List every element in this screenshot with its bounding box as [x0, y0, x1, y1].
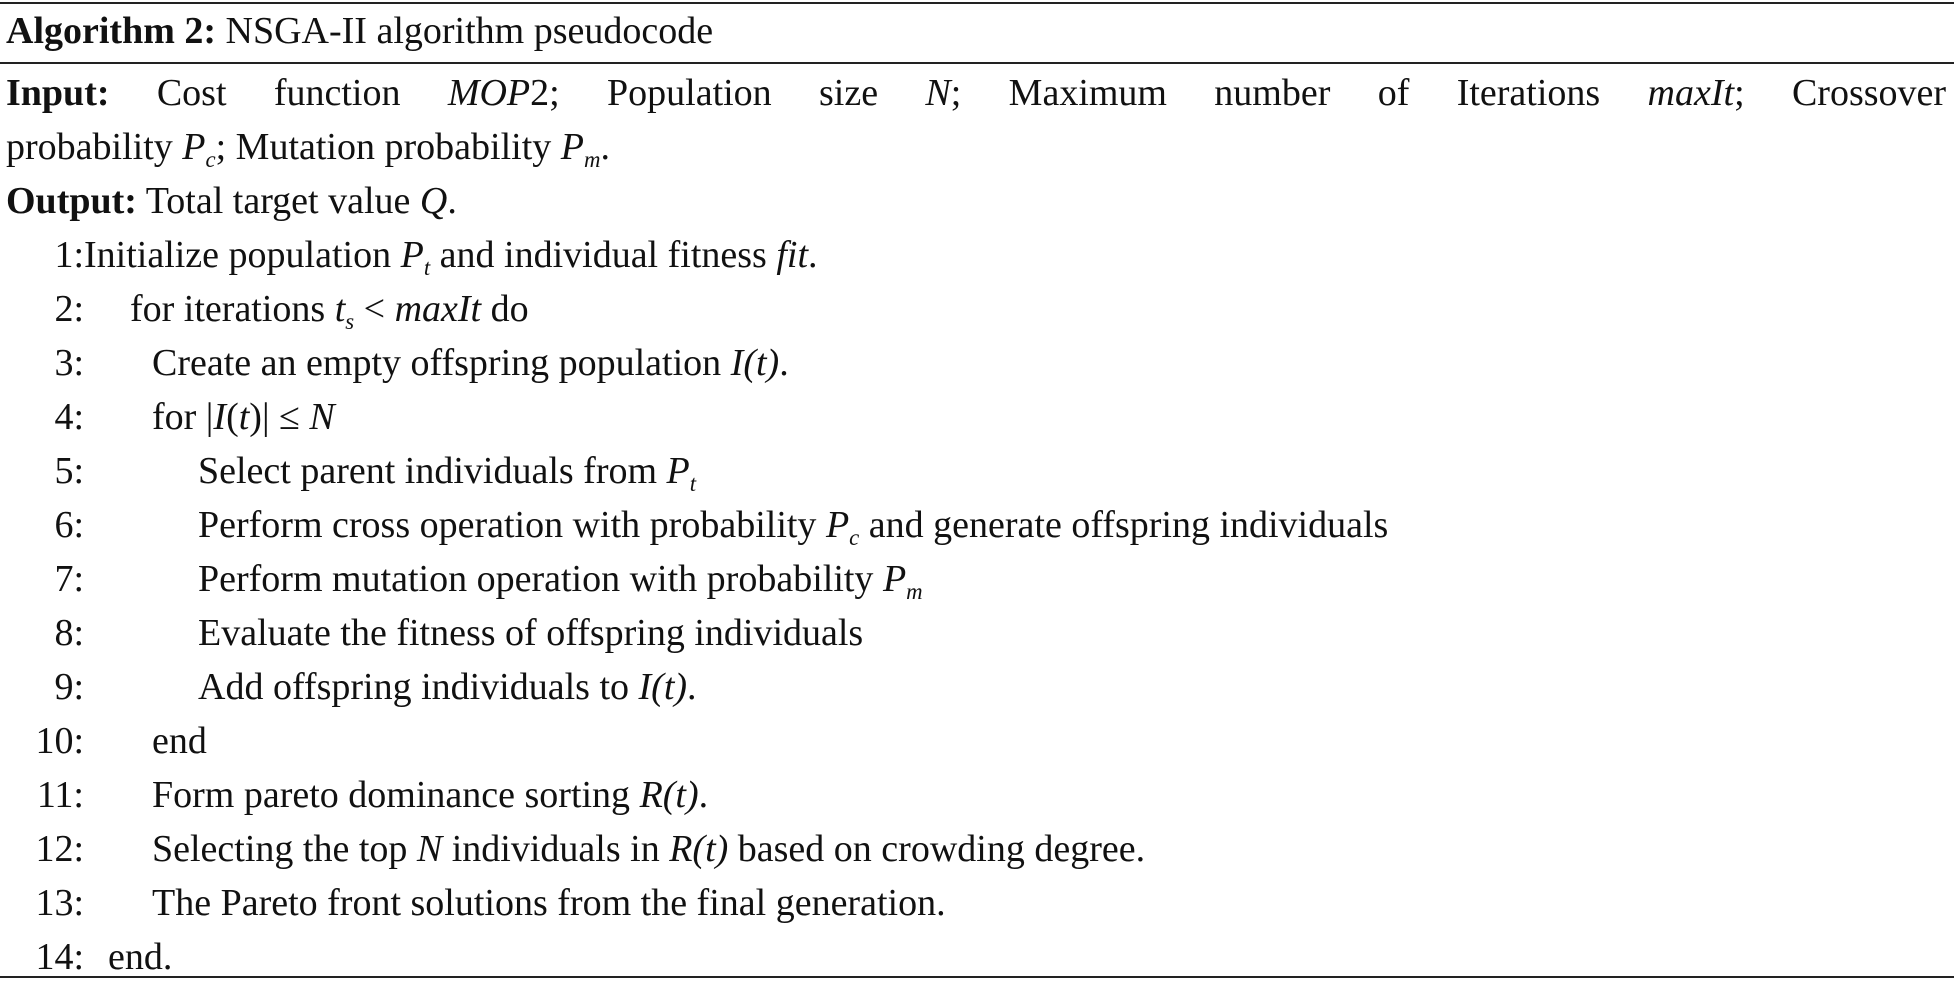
- code-text: The Pareto front solutions from the final generation.: [152, 882, 946, 924]
- input-label: Input:: [6, 72, 110, 114]
- code-text: .: [687, 666, 697, 708]
- output-label: Output:: [6, 180, 137, 222]
- symbol-main: P: [400, 234, 424, 276]
- offspring-population-symbol: I: [213, 396, 227, 438]
- code-text: individuals in: [451, 828, 660, 870]
- line-text: [198, 552, 923, 606]
- symbol-subscript: t: [689, 470, 697, 496]
- code-line-3: [0, 336, 1954, 390]
- code-line-7: [0, 552, 1954, 606]
- code-line-9: [0, 660, 1954, 714]
- mutation-prob-symbol: [560, 126, 601, 172]
- output-text: .: [447, 180, 457, 222]
- code-line-13: [0, 876, 1954, 930]
- input-line-2: [6, 120, 1946, 174]
- sorting-symbol: R(t): [669, 828, 729, 870]
- symbol-subscript: m: [583, 146, 601, 172]
- code-text: .: [779, 342, 789, 384]
- line-text: [152, 768, 708, 822]
- symbol-subscript: c: [205, 146, 216, 172]
- line-number: 8:: [54, 612, 84, 654]
- mutation-prob-symbol: [882, 558, 923, 604]
- line-text: [152, 876, 946, 930]
- population-size-symbol: N: [925, 72, 951, 114]
- offspring-population-symbol: I(t): [730, 342, 780, 384]
- symbol-subscript: m: [906, 578, 923, 604]
- input-text: Cost function: [156, 72, 401, 114]
- code-text: .: [808, 234, 818, 276]
- code-text: Initialize population: [84, 234, 392, 276]
- algorithm-title: NSGA-II algorithm pseudocode: [225, 10, 714, 52]
- code-line-1: [0, 228, 1954, 282]
- line-text: [152, 822, 1145, 876]
- code-line-4: [0, 390, 1954, 444]
- code-text: Add offspring individuals to: [198, 666, 630, 708]
- symbol-main: P: [825, 504, 850, 546]
- cost-function-symbol: MOP: [447, 72, 531, 114]
- output-line: [6, 174, 1946, 228]
- code-text: for |: [152, 396, 214, 438]
- line-number: 12:: [35, 828, 84, 870]
- target-value-symbol: Q: [419, 180, 448, 222]
- line-number: 3:: [54, 342, 84, 384]
- code-text: Form pareto dominance sorting: [152, 774, 631, 816]
- max-iterations-symbol: maxIt: [394, 288, 482, 330]
- crossover-prob-symbol: [825, 504, 860, 550]
- input-text: .: [600, 126, 610, 168]
- code-text: Select parent individuals from: [198, 450, 658, 492]
- line-text: [152, 336, 789, 390]
- code-text: Perform mutation operation with probability: [198, 558, 874, 600]
- line-number: 13:: [35, 882, 84, 924]
- line-text: [152, 390, 335, 444]
- operator: <: [363, 288, 386, 330]
- code-text: Evaluate the fitness of offspring individuals: [198, 612, 864, 654]
- max-iterations-symbol: maxIt: [1647, 72, 1735, 114]
- line-text: [198, 606, 863, 660]
- line-number: 10:: [35, 720, 84, 762]
- bottom-rule: [0, 976, 1954, 978]
- algorithm-title-row: [6, 4, 713, 58]
- code-line-6: [0, 498, 1954, 552]
- line-text: [198, 660, 697, 714]
- offspring-population-symbol: I(t): [638, 666, 688, 708]
- symbol-main: P: [666, 450, 690, 492]
- line-number: 6:: [54, 504, 84, 546]
- code-text: for iterations: [130, 288, 326, 330]
- input-text: probability: [6, 126, 173, 168]
- code-text: )| ≤: [249, 396, 300, 438]
- sorting-symbol: R(t): [639, 774, 699, 816]
- code-line-2: [0, 282, 1954, 336]
- population-size-symbol: N: [416, 828, 443, 870]
- line-number: 14:: [35, 936, 84, 978]
- symbol-subscript: s: [345, 308, 355, 334]
- input-text: ; Crossover: [1734, 72, 1947, 114]
- output-text: Total target value: [145, 180, 411, 222]
- code-text: end: [152, 720, 207, 762]
- line-number: 9:: [54, 666, 84, 708]
- code-line-12: [0, 822, 1954, 876]
- code-text: Perform cross operation with probability: [198, 504, 817, 546]
- input-text: 2; Population size: [530, 72, 879, 114]
- symbol-subscript: t: [423, 254, 431, 280]
- pseudocode-lines: [0, 228, 1954, 984]
- symbol-main: P: [882, 558, 907, 600]
- code-text: and individual fitness: [439, 234, 767, 276]
- symbol-main: P: [560, 126, 584, 168]
- iteration-symbol: [334, 288, 355, 334]
- line-number: 2:: [54, 288, 84, 330]
- symbol-subscript: c: [849, 524, 860, 550]
- line-number: 5:: [54, 450, 84, 492]
- code-text: .: [698, 774, 709, 816]
- header-rule: [0, 62, 1954, 64]
- line-number: 1:: [54, 234, 84, 276]
- symbol-main: t: [334, 288, 346, 330]
- population-symbol: [666, 450, 697, 496]
- code-line-10: [0, 714, 1954, 768]
- line-number: 7:: [54, 558, 84, 600]
- fitness-symbol: fit: [776, 234, 809, 276]
- symbol-main: P: [182, 126, 206, 168]
- io-block: [6, 66, 1946, 228]
- line-text: [198, 444, 696, 498]
- population-symbol: [400, 234, 431, 280]
- code-text: Create an empty offspring population: [152, 342, 722, 384]
- code-line-5: [0, 444, 1954, 498]
- code-text: and generate offspring individuals: [868, 504, 1389, 546]
- time-symbol: t: [238, 396, 250, 438]
- line-text: [198, 498, 1388, 552]
- line-text: [152, 714, 207, 768]
- line-number: 4:: [54, 396, 84, 438]
- code-text: do: [490, 288, 529, 330]
- code-line-11: [0, 768, 1954, 822]
- line-text: [84, 228, 818, 282]
- input-line-1: [6, 66, 1946, 120]
- code-text: Selecting the top: [152, 828, 408, 870]
- population-size-symbol: N: [309, 396, 335, 438]
- line-text: [130, 282, 529, 336]
- code-text: based on crowding degree.: [737, 828, 1146, 870]
- algorithm-label: Algorithm 2:: [6, 10, 217, 52]
- code-line-8: [0, 606, 1954, 660]
- line-number: 11:: [36, 774, 84, 816]
- code-text: end.: [108, 936, 173, 978]
- crossover-prob-symbol: [182, 126, 216, 172]
- code-text: (: [226, 396, 239, 438]
- input-text: ; Maximum number of Iterations: [950, 72, 1601, 114]
- input-text: ; Mutation probability: [215, 126, 552, 168]
